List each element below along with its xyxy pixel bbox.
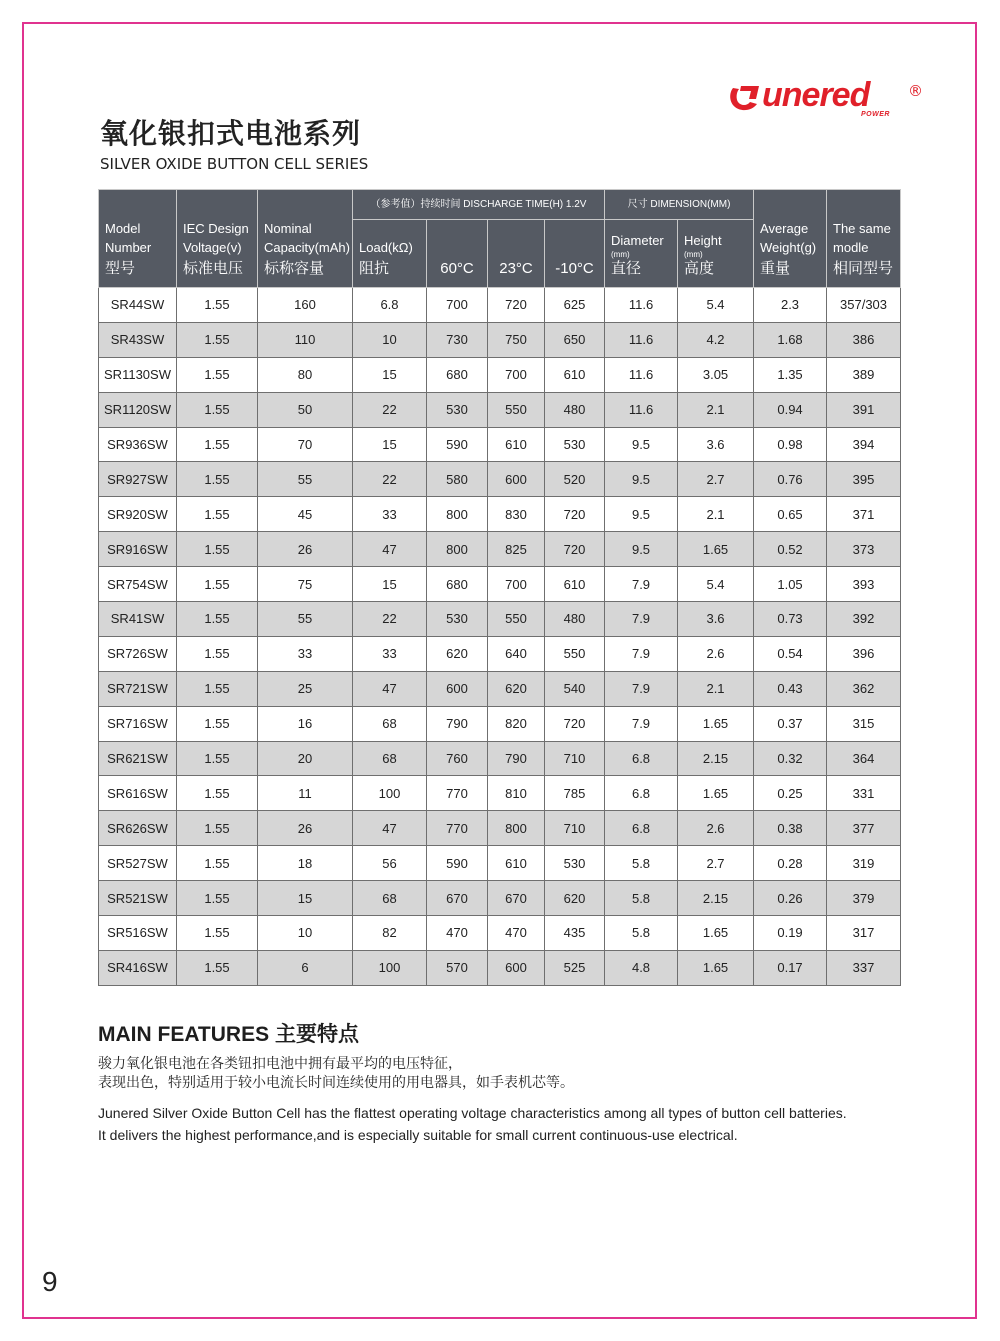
- page-title-en: SILVER OXIDE BUTTON CELL SERIES: [100, 155, 369, 173]
- cell-t23: 670: [488, 881, 545, 916]
- spec-table: [98, 189, 901, 986]
- cell-height: 1.65: [678, 706, 754, 741]
- table-row: [99, 811, 901, 846]
- cell-load: 15: [353, 567, 427, 602]
- table-row: [99, 741, 901, 776]
- cell-same: 364: [827, 741, 901, 776]
- cell-weight: 1.05: [754, 567, 827, 602]
- cell-same: 373: [827, 532, 901, 567]
- cell-weight: 0.94: [754, 392, 827, 427]
- cell-height: 2.15: [678, 741, 754, 776]
- header-row-1: [99, 190, 901, 220]
- cell-tm10: 720: [545, 497, 605, 532]
- cell-model: SR716SW: [99, 706, 177, 741]
- cell-diameter: 5.8: [605, 916, 678, 951]
- cell-t23: 620: [488, 671, 545, 706]
- cell-diameter: 7.9: [605, 636, 678, 671]
- cell-same: 337: [827, 950, 901, 985]
- cell-load: 47: [353, 532, 427, 567]
- cell-same: 357/303: [827, 288, 901, 323]
- cell-model: SR43SW: [99, 322, 177, 357]
- cell-tm10: 720: [545, 706, 605, 741]
- cell-load: 82: [353, 916, 427, 951]
- cell-voltage: 1.55: [177, 671, 258, 706]
- cell-load: 33: [353, 636, 427, 671]
- cell-model: SR927SW: [99, 462, 177, 497]
- header-weight: Average Weight(g) 重量: [754, 190, 827, 288]
- cell-t60: 670: [427, 881, 488, 916]
- cell-voltage: 1.55: [177, 532, 258, 567]
- features-en-line-1: Junered Silver Oxide Button Cell has the flattest operating voltage characteristics among all types of button cell batteries.: [98, 1105, 847, 1121]
- cell-height: 2.1: [678, 671, 754, 706]
- cell-t60: 730: [427, 322, 488, 357]
- cell-height: 3.6: [678, 427, 754, 462]
- cell-height: 4.2: [678, 322, 754, 357]
- cell-diameter: 9.5: [605, 427, 678, 462]
- header-height: Height (mm) 高度: [678, 220, 754, 288]
- header-load: Load(kΩ) 阻抗: [353, 220, 427, 288]
- cell-weight: 0.26: [754, 881, 827, 916]
- cell-model: SR621SW: [99, 741, 177, 776]
- cell-capacity: 26: [258, 532, 353, 567]
- cell-height: 3.05: [678, 357, 754, 392]
- cell-capacity: 75: [258, 567, 353, 602]
- cell-voltage: 1.55: [177, 427, 258, 462]
- cell-t60: 790: [427, 706, 488, 741]
- cell-diameter: 9.5: [605, 462, 678, 497]
- cell-load: 68: [353, 706, 427, 741]
- cell-height: 2.1: [678, 497, 754, 532]
- table-row: [99, 288, 901, 323]
- cell-capacity: 16: [258, 706, 353, 741]
- cell-load: 47: [353, 811, 427, 846]
- cell-tm10: 625: [545, 288, 605, 323]
- cell-model: SR916SW: [99, 532, 177, 567]
- logo-j-icon: [728, 82, 762, 112]
- header-temp-60: 60°C: [427, 220, 488, 288]
- cell-capacity: 11: [258, 776, 353, 811]
- cell-height: 2.6: [678, 811, 754, 846]
- cell-capacity: 50: [258, 392, 353, 427]
- cell-load: 6.8: [353, 288, 427, 323]
- cell-tm10: 610: [545, 567, 605, 602]
- cell-load: 10: [353, 322, 427, 357]
- cell-tm10: 710: [545, 811, 605, 846]
- cell-weight: 0.28: [754, 846, 827, 881]
- table-row: [99, 950, 901, 985]
- cell-height: 2.7: [678, 846, 754, 881]
- header-diameter: Diameter (mm) 直径: [605, 220, 678, 288]
- logo-wordmark: unered: [762, 76, 870, 114]
- cell-t23: 640: [488, 636, 545, 671]
- cell-weight: 0.32: [754, 741, 827, 776]
- cell-tm10: 620: [545, 881, 605, 916]
- cell-capacity: 45: [258, 497, 353, 532]
- features-heading-en: MAIN FEATURES: [98, 1023, 270, 1046]
- cell-height: 1.65: [678, 532, 754, 567]
- cell-diameter: 7.9: [605, 567, 678, 602]
- cell-same: 392: [827, 602, 901, 637]
- cell-capacity: 10: [258, 916, 353, 951]
- cell-voltage: 1.55: [177, 811, 258, 846]
- cell-model: SR1130SW: [99, 357, 177, 392]
- features-cn-line-1: 骏力氧化银电池在各类钮扣电池中拥有最平均的电压特征，: [98, 1056, 462, 1072]
- cell-capacity: 160: [258, 288, 353, 323]
- cell-voltage: 1.55: [177, 288, 258, 323]
- cell-tm10: 480: [545, 392, 605, 427]
- cell-capacity: 55: [258, 462, 353, 497]
- cell-capacity: 26: [258, 811, 353, 846]
- cell-load: 15: [353, 427, 427, 462]
- cell-t60: 770: [427, 776, 488, 811]
- cell-voltage: 1.55: [177, 322, 258, 357]
- cell-load: 33: [353, 497, 427, 532]
- cell-voltage: 1.55: [177, 392, 258, 427]
- cell-t60: 530: [427, 392, 488, 427]
- table-row: [99, 706, 901, 741]
- cell-t23: 470: [488, 916, 545, 951]
- cell-t60: 800: [427, 497, 488, 532]
- cell-same: 389: [827, 357, 901, 392]
- cell-tm10: 650: [545, 322, 605, 357]
- cell-t23: 750: [488, 322, 545, 357]
- table-row: [99, 392, 901, 427]
- cell-weight: 0.73: [754, 602, 827, 637]
- cell-t60: 760: [427, 741, 488, 776]
- cell-t23: 800: [488, 811, 545, 846]
- cell-load: 22: [353, 462, 427, 497]
- cell-model: SR726SW: [99, 636, 177, 671]
- cell-same: 315: [827, 706, 901, 741]
- cell-weight: 0.52: [754, 532, 827, 567]
- cell-model: SR516SW: [99, 916, 177, 951]
- table-row: [99, 427, 901, 462]
- cell-capacity: 20: [258, 741, 353, 776]
- cell-t60: 570: [427, 950, 488, 985]
- cell-t60: 680: [427, 567, 488, 602]
- cell-model: SR41SW: [99, 602, 177, 637]
- cell-diameter: 11.6: [605, 357, 678, 392]
- cell-t23: 700: [488, 567, 545, 602]
- cell-voltage: 1.55: [177, 636, 258, 671]
- cell-voltage: 1.55: [177, 846, 258, 881]
- cell-weight: 0.65: [754, 497, 827, 532]
- cell-weight: 0.25: [754, 776, 827, 811]
- cell-weight: 0.17: [754, 950, 827, 985]
- cell-model: SR626SW: [99, 811, 177, 846]
- cell-same: 362: [827, 671, 901, 706]
- table-row: [99, 357, 901, 392]
- cell-same: 331: [827, 776, 901, 811]
- cell-t60: 620: [427, 636, 488, 671]
- cell-weight: 0.37: [754, 706, 827, 741]
- table-row: [99, 916, 901, 951]
- cell-voltage: 1.55: [177, 950, 258, 985]
- cell-voltage: 1.55: [177, 916, 258, 951]
- cell-t60: 770: [427, 811, 488, 846]
- cell-voltage: 1.55: [177, 567, 258, 602]
- cell-diameter: 6.8: [605, 811, 678, 846]
- cell-load: 56: [353, 846, 427, 881]
- page-number: 9: [42, 1266, 58, 1297]
- cell-same: 371: [827, 497, 901, 532]
- cell-weight: 0.98: [754, 427, 827, 462]
- cell-t23: 610: [488, 846, 545, 881]
- cell-height: 3.6: [678, 602, 754, 637]
- cell-tm10: 710: [545, 741, 605, 776]
- cell-t60: 700: [427, 288, 488, 323]
- cell-tm10: 480: [545, 602, 605, 637]
- cell-diameter: 11.6: [605, 392, 678, 427]
- cell-diameter: 5.8: [605, 881, 678, 916]
- cell-t23: 550: [488, 602, 545, 637]
- cell-tm10: 610: [545, 357, 605, 392]
- cell-height: 5.4: [678, 567, 754, 602]
- cell-capacity: 25: [258, 671, 353, 706]
- table-row: [99, 881, 901, 916]
- cell-voltage: 1.55: [177, 357, 258, 392]
- cell-t60: 600: [427, 671, 488, 706]
- cell-voltage: 1.55: [177, 776, 258, 811]
- cell-load: 15: [353, 357, 427, 392]
- features-text-en: [98, 1102, 847, 1146]
- cell-tm10: 785: [545, 776, 605, 811]
- cell-t23: 720: [488, 288, 545, 323]
- header-capacity: Nominal Capacity(mAh) 标称容量: [258, 190, 353, 288]
- features-text-cn: [98, 1055, 574, 1093]
- cell-height: 1.65: [678, 916, 754, 951]
- table-row: [99, 497, 901, 532]
- cell-t23: 600: [488, 950, 545, 985]
- cell-same: 394: [827, 427, 901, 462]
- cell-t23: 790: [488, 741, 545, 776]
- cell-t60: 470: [427, 916, 488, 951]
- cell-tm10: 435: [545, 916, 605, 951]
- cell-load: 47: [353, 671, 427, 706]
- cell-t23: 700: [488, 357, 545, 392]
- cell-weight: 0.43: [754, 671, 827, 706]
- cell-tm10: 550: [545, 636, 605, 671]
- cell-same: 395: [827, 462, 901, 497]
- cell-model: SR44SW: [99, 288, 177, 323]
- table-row: [99, 636, 901, 671]
- cell-model: SR416SW: [99, 950, 177, 985]
- brand-logo: [728, 78, 928, 122]
- cell-diameter: 6.8: [605, 741, 678, 776]
- header-discharge-group: （参考值）持续时间 DISCHARGE TIME(H) 1.2V: [353, 190, 605, 220]
- cell-diameter: 9.5: [605, 532, 678, 567]
- registered-mark: ®: [908, 82, 923, 100]
- cell-capacity: 55: [258, 602, 353, 637]
- cell-diameter: 9.5: [605, 497, 678, 532]
- cell-diameter: 7.9: [605, 706, 678, 741]
- cell-same: 393: [827, 567, 901, 602]
- page-title-cn: 氧化银扣式电池系列: [100, 117, 362, 150]
- table-row: [99, 462, 901, 497]
- cell-same: 386: [827, 322, 901, 357]
- cell-t60: 680: [427, 357, 488, 392]
- header-dimension-group: 尺寸 DIMENSION(MM): [605, 190, 754, 220]
- cell-t23: 600: [488, 462, 545, 497]
- cell-height: 2.15: [678, 881, 754, 916]
- cell-diameter: 6.8: [605, 776, 678, 811]
- cell-weight: 2.3: [754, 288, 827, 323]
- table-row: [99, 567, 901, 602]
- cell-same: 396: [827, 636, 901, 671]
- cell-same: 391: [827, 392, 901, 427]
- features-cn-line-2: 表现出色，特别适用于较小电流长时间连续使用的用电器具，如手表机芯等。: [98, 1075, 574, 1091]
- cell-t60: 590: [427, 846, 488, 881]
- cell-model: SR936SW: [99, 427, 177, 462]
- header-model: Model Number 型号: [99, 190, 177, 288]
- cell-load: 68: [353, 881, 427, 916]
- cell-height: 5.4: [678, 288, 754, 323]
- cell-height: 2.7: [678, 462, 754, 497]
- cell-t60: 580: [427, 462, 488, 497]
- features-en-line-2: It delivers the highest performance,and is especially suitable for small current continuous-use electrical.: [98, 1127, 738, 1143]
- cell-height: 2.1: [678, 392, 754, 427]
- cell-voltage: 1.55: [177, 706, 258, 741]
- cell-height: 1.65: [678, 950, 754, 985]
- cell-height: 1.65: [678, 776, 754, 811]
- cell-diameter: 7.9: [605, 602, 678, 637]
- cell-tm10: 540: [545, 671, 605, 706]
- cell-load: 22: [353, 392, 427, 427]
- cell-diameter: 4.8: [605, 950, 678, 985]
- cell-capacity: 70: [258, 427, 353, 462]
- cell-weight: 0.76: [754, 462, 827, 497]
- cell-model: SR1120SW: [99, 392, 177, 427]
- cell-weight: 1.68: [754, 322, 827, 357]
- header-temp-23: 23°C: [488, 220, 545, 288]
- cell-weight: 1.35: [754, 357, 827, 392]
- cell-capacity: 33: [258, 636, 353, 671]
- cell-t23: 550: [488, 392, 545, 427]
- cell-diameter: 5.8: [605, 846, 678, 881]
- cell-same: 319: [827, 846, 901, 881]
- cell-t60: 800: [427, 532, 488, 567]
- cell-voltage: 1.55: [177, 602, 258, 637]
- cell-weight: 0.54: [754, 636, 827, 671]
- cell-model: SR527SW: [99, 846, 177, 881]
- cell-load: 68: [353, 741, 427, 776]
- table-row: [99, 322, 901, 357]
- cell-capacity: 80: [258, 357, 353, 392]
- cell-capacity: 110: [258, 322, 353, 357]
- cell-tm10: 530: [545, 427, 605, 462]
- table-row: [99, 532, 901, 567]
- cell-tm10: 520: [545, 462, 605, 497]
- features-heading-cn: 主要特点: [274, 1022, 359, 1046]
- cell-diameter: 7.9: [605, 671, 678, 706]
- cell-model: SR521SW: [99, 881, 177, 916]
- cell-model: SR754SW: [99, 567, 177, 602]
- cell-capacity: 15: [258, 881, 353, 916]
- features-heading: [98, 1018, 359, 1048]
- cell-voltage: 1.55: [177, 462, 258, 497]
- spec-table-body: [99, 288, 901, 986]
- table-row: [99, 602, 901, 637]
- header-same-model: The same modle 相同型号: [827, 190, 901, 288]
- cell-diameter: 11.6: [605, 322, 678, 357]
- cell-same: 317: [827, 916, 901, 951]
- cell-model: SR920SW: [99, 497, 177, 532]
- table-row: [99, 846, 901, 881]
- cell-load: 100: [353, 950, 427, 985]
- cell-model: SR616SW: [99, 776, 177, 811]
- cell-tm10: 720: [545, 532, 605, 567]
- cell-weight: 0.19: [754, 916, 827, 951]
- cell-tm10: 525: [545, 950, 605, 985]
- cell-t23: 825: [488, 532, 545, 567]
- table-row: [99, 671, 901, 706]
- cell-t23: 830: [488, 497, 545, 532]
- cell-voltage: 1.55: [177, 741, 258, 776]
- cell-t60: 530: [427, 602, 488, 637]
- cell-t23: 820: [488, 706, 545, 741]
- cell-same: 377: [827, 811, 901, 846]
- cell-height: 2.6: [678, 636, 754, 671]
- cell-voltage: 1.55: [177, 497, 258, 532]
- cell-diameter: 11.6: [605, 288, 678, 323]
- cell-t60: 590: [427, 427, 488, 462]
- header-temp-minus10: -10°C: [545, 220, 605, 288]
- cell-load: 100: [353, 776, 427, 811]
- cell-weight: 0.38: [754, 811, 827, 846]
- header-voltage: IEC Design Voltage(v) 标准电压: [177, 190, 258, 288]
- cell-t23: 810: [488, 776, 545, 811]
- cell-voltage: 1.55: [177, 881, 258, 916]
- cell-capacity: 6: [258, 950, 353, 985]
- cell-tm10: 530: [545, 846, 605, 881]
- cell-same: 379: [827, 881, 901, 916]
- table-row: [99, 776, 901, 811]
- logo-tagline: POWER: [861, 111, 890, 118]
- cell-t23: 610: [488, 427, 545, 462]
- cell-capacity: 18: [258, 846, 353, 881]
- cell-load: 22: [353, 602, 427, 637]
- cell-model: SR721SW: [99, 671, 177, 706]
